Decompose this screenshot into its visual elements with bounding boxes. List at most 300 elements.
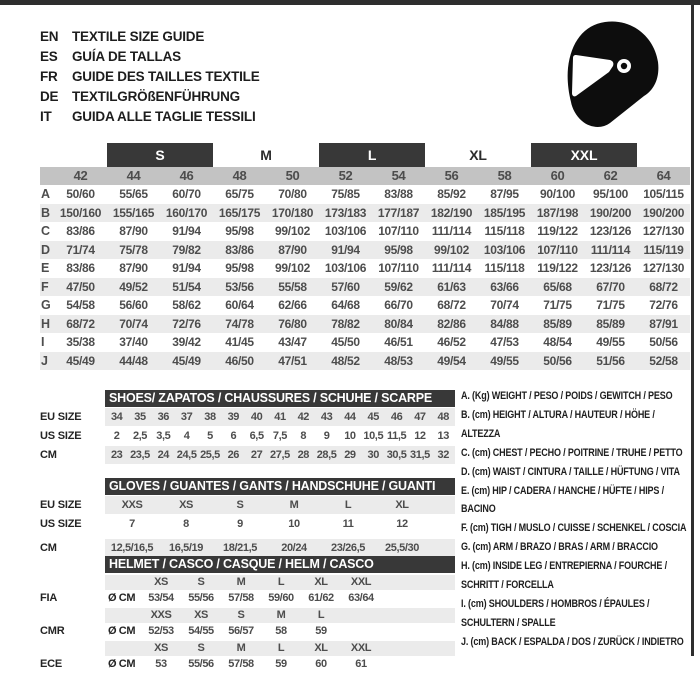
shoes-table-body [40, 408, 455, 464]
value-cell: 95/98 [225, 224, 254, 238]
value-cell: 64/68 [331, 298, 360, 312]
value-cell: 29 [344, 449, 356, 461]
value-cell: 87/90 [119, 224, 148, 238]
value-cell: 41 [274, 411, 286, 423]
value-cell: 45/49 [172, 353, 201, 368]
value-cell: 50/56 [649, 335, 678, 349]
value-cell: 12,5/16,5 [110, 542, 154, 554]
row-band [105, 657, 455, 672]
legend-item: D. (cm) WAIST / CINTURA / TAILLE / HÜFTUNG / VITA [461, 465, 680, 478]
value-cell: 160/170 [165, 205, 208, 220]
value-cell: 61 [355, 658, 367, 670]
value-cell: 87/90 [278, 242, 307, 257]
legend-item: G. (cm) ARM / BRAZO / BRAS / ARM / BRACCIO [461, 541, 658, 554]
size-group-xl: XL [469, 147, 487, 163]
legend-item: E. (cm) HIP / CADERA / HANCHE / HÜFTE / HIPS / BACINO [461, 484, 664, 516]
value-cell: 111/114 [431, 261, 472, 275]
value-cell: 25,5/30 [385, 542, 419, 554]
value-cell: 56/57 [228, 625, 254, 637]
value-cell: 68/72 [649, 279, 678, 294]
value-cell: 75/85 [331, 187, 360, 201]
value-cell: 46/51 [384, 335, 413, 349]
value-cell: 177/187 [377, 205, 420, 220]
value-cell: 49/54 [437, 353, 466, 368]
value-cell: 85/89 [543, 316, 572, 331]
value-cell: 11 [342, 518, 354, 530]
value-cell: 165/175 [218, 205, 261, 220]
value-cell: 83/86 [225, 242, 254, 257]
value-cell: 91/94 [172, 261, 201, 275]
row-letter: B [41, 205, 51, 220]
row-letter: D [41, 242, 51, 257]
size-label: S [237, 609, 245, 621]
value-cell: 70/74 [490, 298, 519, 312]
value-cell: 103/106 [324, 261, 367, 275]
value-cell: 80/84 [384, 316, 413, 331]
value-cell: 105/115 [643, 187, 684, 201]
value-cell: 55/58 [278, 279, 307, 294]
value-cell: 95/98 [225, 261, 254, 275]
value-cell: 45 [367, 411, 379, 423]
value-cell: 46/52 [437, 335, 466, 349]
row-label: US SIZE [40, 518, 82, 530]
standard-label: FIA [40, 592, 58, 604]
value-cell: XL [395, 499, 409, 511]
value-cell: 49/52 [119, 279, 148, 294]
measurement-row [40, 296, 690, 315]
value-cell: 123/126 [589, 261, 632, 275]
size-label: L [317, 609, 325, 621]
measurement-row [40, 278, 690, 297]
value-cell: 50/60 [66, 187, 95, 201]
value-cell: 190/200 [589, 205, 632, 220]
row-letter: I [41, 335, 45, 349]
size-row [40, 408, 455, 426]
value-cell: 60/70 [172, 187, 201, 201]
value-cell: 48/53 [384, 353, 413, 368]
legend-item: I. (cm) SHOULDERS / HOMBROS / ÉPAULES / SCHULTERN / SPALLE [461, 597, 650, 629]
helmet-table-title: HELMET / CASCO / CASQUE / HELM / CASCO [105, 556, 455, 573]
measurement-rows [40, 185, 690, 370]
size-number: 60 [550, 168, 565, 183]
shoes-table [40, 390, 455, 464]
value-cell: 20/24 [281, 542, 307, 554]
value-cell: 45/49 [66, 353, 95, 368]
value-cell: 115/118 [484, 224, 525, 238]
value-cell: 123/126 [589, 224, 632, 238]
value-cell: 23/26,5 [331, 542, 365, 554]
value-cell: 40 [250, 411, 263, 423]
value-cell: 35/38 [66, 335, 95, 349]
value-cell: 42 [297, 411, 309, 423]
language-item [40, 86, 260, 106]
value-cell: 37 [180, 411, 193, 423]
language-code: FR [40, 68, 58, 84]
value-cell: 85/89 [596, 316, 625, 331]
size-group-xxl: XXL [531, 143, 637, 167]
value-cell: 46 [390, 411, 403, 423]
value-cell: 28 [297, 449, 309, 461]
letter-spacer [40, 167, 54, 185]
value-cell: 66/70 [384, 298, 413, 312]
language-item [40, 106, 260, 126]
value-cell: 7,5 [272, 430, 287, 442]
language-title: TEXTILGRÖßENFÜHRUNG [72, 88, 240, 104]
value-cell: 10 [344, 430, 356, 442]
measurement-row [40, 333, 690, 352]
value-cell: 57/58 [228, 592, 254, 604]
value-cell: 9 [237, 518, 243, 530]
value-cell: 34 [110, 411, 123, 423]
value-cell: 27,5 [270, 449, 290, 461]
value-cell: 44/48 [119, 353, 148, 368]
row-letter: A [41, 187, 51, 201]
size-group-l: L [319, 143, 425, 167]
gloves-table-title: GLOVES / GUANTES / GANTS / HANDSCHUHE / GUANTI [105, 478, 455, 495]
value-cell: 71/75 [596, 298, 625, 312]
value-cell: 74/78 [225, 316, 254, 331]
measurement-row [40, 204, 690, 223]
value-cell: 49/55 [596, 335, 625, 349]
value-cell: 150/160 [59, 205, 102, 220]
legend-item: A. (Kg) WEIGHT / PESO / POIDS / GEWITCH / PESO [461, 390, 673, 402]
value-cell: 67/70 [596, 279, 625, 294]
value-cell: 6 [230, 430, 237, 442]
value-cell: 85/92 [437, 187, 466, 201]
language-item [40, 66, 260, 86]
value-cell: 53 [155, 658, 167, 670]
value-cell: 51/54 [172, 279, 201, 294]
value-cell: 55/65 [119, 187, 148, 201]
size-group-m: M [260, 147, 272, 163]
value-cell: 54/55 [188, 625, 214, 637]
value-cell: 4 [183, 430, 190, 442]
value-cell: 79/82 [172, 242, 201, 257]
value-cell: 87/95 [490, 187, 519, 201]
size-group-s: S [107, 143, 213, 167]
row-label: EU SIZE [40, 411, 82, 423]
value-cell: 39 [227, 411, 240, 423]
helmet-table-body [40, 575, 455, 672]
value-cell: M [289, 499, 299, 511]
helmet-value-row [40, 591, 455, 606]
helmet-value-row [40, 624, 455, 639]
value-cell: 35 [134, 411, 146, 423]
value-cell: 41/45 [225, 335, 254, 349]
value-cell: 26 [227, 449, 240, 461]
value-cell: 7 [129, 518, 135, 530]
value-cell: 76/80 [278, 316, 307, 331]
value-cell: 60 [315, 658, 327, 670]
measurement-row [40, 259, 690, 278]
language-title: TEXTILE SIZE GUIDE [72, 28, 205, 44]
size-row [40, 539, 455, 557]
row-label: CM [40, 542, 57, 554]
value-cell: 107/110 [378, 224, 419, 238]
measurement-legend [461, 387, 700, 652]
size-number: 64 [656, 168, 671, 183]
value-cell: 18/21,5 [223, 542, 257, 554]
value-cell: XS [179, 499, 193, 511]
size-label: XXL [350, 642, 372, 654]
value-cell: 61/62 [308, 592, 334, 604]
value-cell: 30,5 [386, 449, 407, 461]
row-band [105, 608, 455, 623]
value-cell: 8 [300, 430, 307, 442]
size-label: L [277, 576, 285, 588]
value-cell: 8 [183, 518, 189, 530]
row-band [105, 515, 455, 533]
size-number: 44 [126, 168, 141, 183]
size-label: XL [314, 576, 328, 588]
value-cell: 57/60 [331, 279, 360, 294]
size-number: 48 [232, 168, 247, 183]
row-band [105, 496, 455, 514]
row-label-spacer [40, 575, 105, 590]
size-label: M [236, 642, 246, 654]
value-cell: 10 [288, 518, 300, 530]
value-cell: 24 [157, 449, 170, 461]
value-cell: 111/114 [590, 242, 631, 257]
value-cell: 47 [414, 411, 426, 423]
size-label: M [276, 609, 286, 621]
gloves-table [40, 478, 455, 557]
value-cell: 43 [320, 411, 333, 423]
diameter-spacer [105, 575, 141, 590]
value-cell: 95/98 [384, 242, 413, 257]
helmet-value-row [40, 657, 455, 672]
value-cell: 71/74 [66, 242, 95, 257]
diameter-label: Ø CM [108, 592, 136, 604]
row-letter: H [41, 316, 51, 331]
size-row [40, 446, 455, 464]
value-cell: 99/102 [275, 224, 310, 238]
value-cell: 48 [437, 411, 449, 423]
value-cell: 84/88 [490, 316, 519, 331]
value-cell: 115/118 [484, 261, 525, 275]
row-band [105, 624, 455, 639]
value-cell: 119/122 [537, 261, 578, 275]
helmet-size-row [40, 575, 455, 590]
value-cell: 115/119 [643, 242, 684, 257]
row-letter: C [41, 224, 51, 238]
value-cell: 65/68 [543, 279, 572, 294]
row-label-spacer [40, 608, 105, 623]
value-cell: 32 [437, 449, 449, 461]
textile-size-table [40, 143, 690, 370]
value-cell: 57/58 [228, 658, 254, 670]
value-cell: 119/122 [537, 224, 578, 238]
value-cell: 60/64 [225, 298, 254, 312]
value-cell: 16,5/19 [169, 542, 203, 554]
size-number: 52 [338, 168, 353, 183]
language-title-list [40, 26, 260, 126]
size-number-row [40, 167, 690, 185]
value-cell: 9 [323, 430, 330, 442]
diameter-spacer [105, 608, 141, 623]
size-number: 50 [285, 168, 300, 183]
language-title: GUIDA ALLE TAGLIE TESSILI [72, 108, 256, 124]
value-cell: 173/183 [324, 205, 367, 220]
value-cell: 12 [396, 518, 408, 530]
value-cell: 59 [315, 625, 327, 637]
value-cell: XXS [121, 499, 143, 511]
value-cell: 53/56 [225, 279, 254, 294]
row-band [105, 446, 455, 464]
legend-item: F. (cm) TIGH / MUSLO / CUISSE / SCHENKEL / COSCIA [461, 522, 687, 535]
value-cell: 5 [207, 430, 213, 442]
size-label [341, 608, 381, 623]
row-band [105, 641, 455, 656]
language-title: GUÍA DE TALLAS [72, 48, 181, 64]
value-cell: 91/94 [172, 224, 201, 238]
size-label: L [277, 642, 285, 654]
size-group-row [40, 143, 690, 167]
value-cell: 111/114 [431, 224, 472, 238]
value-cell: 46/50 [225, 353, 254, 368]
value-cell: 185/195 [483, 205, 526, 220]
row-band [105, 539, 455, 557]
value-cell: 83/86 [66, 224, 95, 238]
group-spacer [54, 143, 107, 167]
measurement-row [40, 185, 690, 204]
language-code: EN [40, 28, 59, 44]
value-cell: 127/130 [642, 224, 685, 238]
value-cell: 3,5 [156, 430, 171, 442]
size-number: 46 [179, 168, 194, 183]
value-cell: 23,5 [130, 449, 150, 461]
legend-item: B. (cm) HEIGHT / ALTURA / HAUTEUR / HÖHE / ALTEZZA [461, 408, 655, 440]
value-cell: 59 [275, 658, 287, 670]
value-cell: 38 [204, 411, 216, 423]
standard-label: CMR [40, 625, 65, 637]
value-cell: 61/63 [437, 279, 466, 294]
value-cell: 2,5 [132, 430, 148, 442]
value-cell: 37/40 [119, 335, 148, 349]
measurement-row [40, 352, 690, 371]
helmet-table [40, 556, 455, 672]
helmet-size-row [40, 641, 455, 656]
value-cell: 87/90 [119, 261, 148, 275]
size-label: XS [154, 576, 168, 588]
language-item [40, 46, 260, 66]
value-cell: 71/75 [543, 298, 572, 312]
language-title: GUIDE DES TAILLES TEXTILE [72, 68, 260, 84]
value-cell: 103/106 [483, 242, 526, 257]
value-cell: 90/100 [540, 187, 575, 201]
measurement-row [40, 315, 690, 334]
value-cell: 55/56 [188, 592, 214, 604]
row-band [105, 591, 455, 606]
value-cell: 48/52 [331, 353, 360, 368]
measurement-row [40, 222, 690, 241]
value-cell: 70/80 [278, 187, 307, 201]
size-label: XXS [150, 609, 172, 621]
legend-item: H. (cm) INSIDE LEG / ENTREPIERNA / FOURCHE / SCHRITT / FORCELLA [461, 560, 667, 592]
value-cell: 43/47 [278, 335, 307, 349]
language-code: IT [40, 108, 52, 124]
value-cell: 58/62 [172, 298, 201, 312]
value-cell: 107/110 [378, 261, 419, 275]
value-cell: 55/56 [188, 658, 214, 670]
value-cell: 6,5 [249, 430, 264, 442]
value-cell: L [344, 499, 352, 511]
value-cell: 72/76 [172, 316, 201, 331]
measurement-row [40, 241, 690, 260]
value-cell: 83/88 [384, 187, 413, 201]
row-label: EU SIZE [40, 499, 82, 511]
row-label-spacer [40, 641, 105, 656]
value-cell: 2 [113, 430, 120, 442]
value-cell: 31,5 [410, 449, 430, 461]
size-label: XS [154, 642, 168, 654]
value-cell: 28,5 [316, 449, 337, 461]
value-cell: 53/54 [148, 592, 174, 604]
value-cell: 187/198 [536, 205, 579, 220]
value-cell: 63/64 [348, 592, 374, 604]
value-cell: 45/50 [331, 335, 360, 349]
value-cell: 51/56 [596, 353, 625, 368]
size-row [40, 496, 455, 514]
value-cell: 59/60 [268, 592, 294, 604]
value-cell: 65/75 [225, 187, 254, 201]
value-cell: 82/86 [437, 316, 466, 331]
row-band [105, 427, 455, 445]
diameter-spacer [105, 641, 141, 656]
helmet-size-row [40, 608, 455, 623]
value-cell: 47/51 [278, 353, 307, 368]
helmet-icon [566, 20, 660, 128]
size-label: S [197, 642, 205, 654]
size-number: 56 [444, 168, 459, 183]
value-cell: 59/62 [384, 279, 413, 294]
value-cell: 103/106 [324, 224, 367, 238]
value-cell: 83/86 [66, 261, 95, 275]
value-cell: 155/165 [112, 205, 155, 220]
size-label: XXL [350, 576, 372, 588]
value-cell: 52/58 [649, 353, 678, 368]
row-label: US SIZE [40, 430, 82, 442]
row-band [105, 408, 455, 426]
diameter-label: Ø CM [108, 625, 136, 637]
value-cell: 63/66 [490, 279, 519, 294]
value-cell: 68/72 [66, 316, 95, 331]
shoes-table-title: SHOES/ ZAPATOS / CHAUSSURES / SCHUHE / SCARPE [105, 390, 455, 407]
value-cell: 47/50 [66, 279, 95, 294]
row-label: CM [40, 449, 57, 461]
size-row [40, 515, 455, 533]
value-cell: 52/53 [148, 625, 174, 637]
value-cell: 99/102 [275, 261, 310, 275]
value-cell: 91/94 [331, 242, 360, 257]
value-cell: 44 [344, 411, 356, 423]
value-cell: 170/180 [271, 205, 314, 220]
value-cell: 127/130 [642, 261, 685, 275]
row-letter: G [41, 298, 51, 312]
value-cell: 30 [367, 449, 379, 461]
language-code: DE [40, 88, 59, 104]
row-letter: J [41, 353, 48, 368]
value-cell: 12 [414, 430, 426, 442]
size-row [40, 427, 455, 445]
value-cell: 48/54 [543, 335, 572, 349]
size-number: 42 [73, 168, 88, 183]
value-cell: 36 [157, 411, 170, 423]
size-number: 58 [497, 168, 512, 183]
value-cell: 58 [275, 625, 287, 637]
value-cell: 190/200 [642, 205, 685, 220]
language-item [40, 26, 260, 46]
